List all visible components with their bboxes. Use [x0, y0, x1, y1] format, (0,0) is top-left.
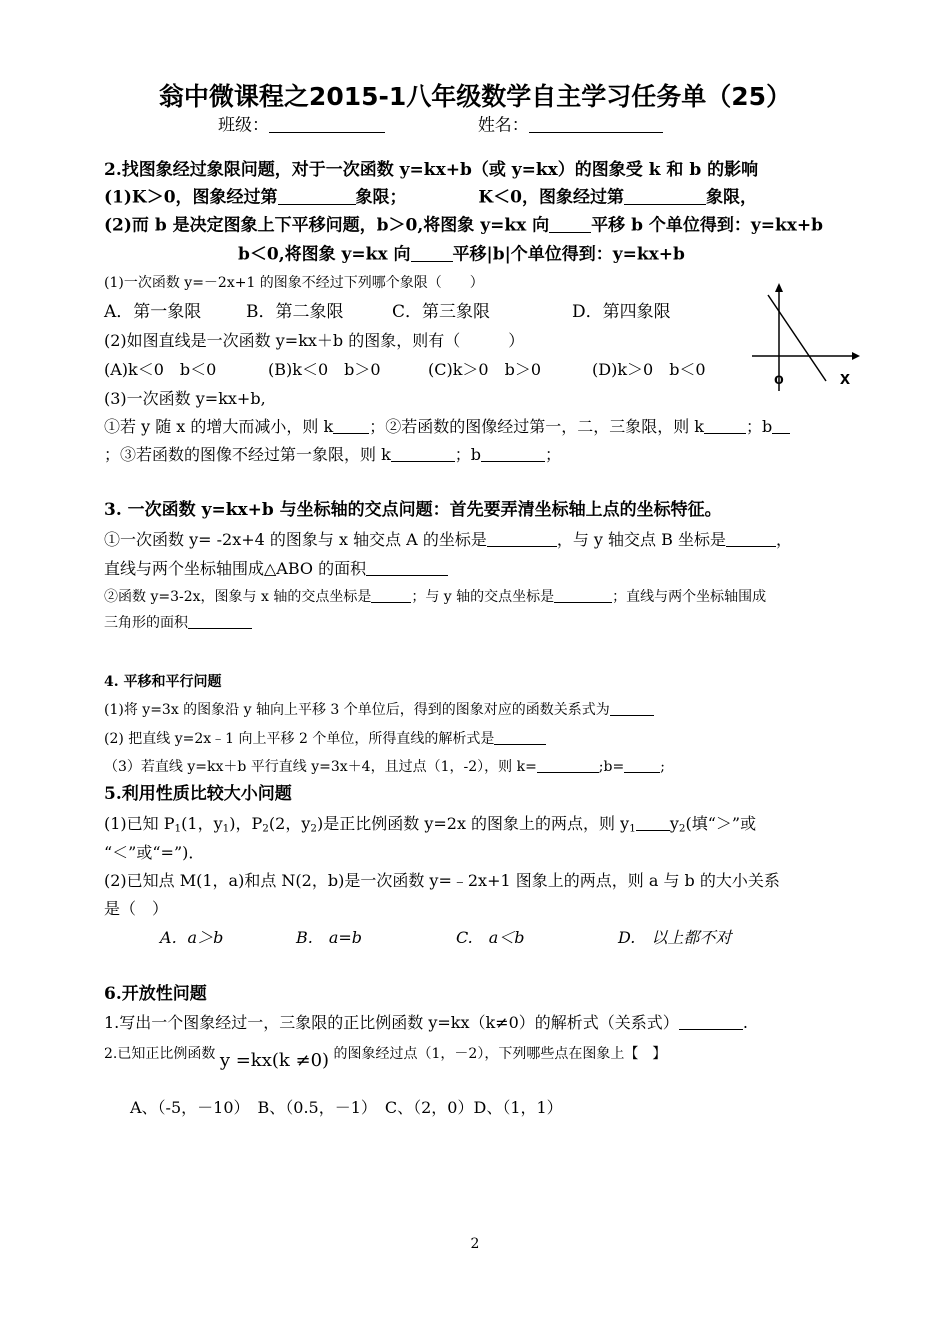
section6-heading: 6.开放性问题 — [104, 984, 207, 1004]
section3-heading: 3. 一次函数 y=kx+b 与坐标轴的交点问题：首先要弄清坐标轴上点的坐标特征。 — [104, 500, 722, 520]
s2-line3: b＜0,将图象 y=kx 向 平移|b|个单位得到：y=kx+b — [238, 244, 685, 265]
s3-line2: 直线与两个坐标轴围成△ABO 的面积 — [104, 559, 448, 578]
line-graph — [752, 283, 862, 393]
section4-heading: 4. 平移和平行问题 — [104, 674, 222, 690]
s5-line3: (2)已知点 M(1，a)和点 N(2，b)是一次函数 y=﹣2x+1 图象上的两点，则 a 与 b 的大小关系 — [104, 871, 780, 890]
y-axis-arrow — [775, 283, 783, 292]
s2-q1-options: A．第一象限 B．第二象限 C．第三象限 D．第四象限 — [104, 302, 671, 322]
s2-question2: (2)如图直线是一次函数 y=kx＋b 的图象，则有（ ） — [104, 331, 525, 350]
s4-line2: (2) 把直线 y=2x﹣1 向上平移 2 个单位，所得直线的解析式是 — [104, 730, 546, 748]
s4-line3: （3）若直线 y=kx＋b 平行直线 y=3x＋4，且过点（1，-2），则 k= ;b= ; — [104, 758, 665, 775]
s5-line1: (1)已知 $P_1(1$，$y_1$)，$P_2(2$，$y_2$)是正比例函数 y=2x 的图象上的两点，则 $y_1$ $y_2$(填“＞”或 — [104, 814, 757, 835]
name-blank — [529, 115, 663, 133]
s5-line4: 是（ ） — [104, 899, 169, 918]
page-title: 翁中微课程之2015-1八年级数学自主学习任务单（25） — [158, 82, 792, 111]
s3-line4: 三角形的面积 — [104, 614, 252, 632]
s2-q3-line2: ；③若函数的图像不经过第一象限，则 k ；b ； — [104, 445, 562, 464]
s3-line3: ②函数 y=3-2x，图象与 x 轴的交点坐标是 ；与 y 轴的交点坐标是 ；直线与两个坐标轴围成 — [104, 588, 767, 605]
section5-heading: 5.利用性质比较大小问题 — [104, 784, 292, 804]
x-axis-arrow — [852, 352, 860, 360]
section2-heading: 2.找图象经过象限问题，对于一次函数 y=kx+b（或 y=kx）的图象受 k 和 b 的影响 — [104, 160, 759, 180]
s2-line2: (2)而 b 是决定图象上下平移问题，b＞0,将图象 y=kx 向 平移 b 个单位得到：y=kx+b — [104, 215, 824, 236]
formula-proportional: y =kx(k ≠0) — [219, 1050, 330, 1071]
s6-line2: 2.已知正比例函数 y =kx(k ≠0) 的图象经过点（1，－2），下列哪些点在图象上【 】 — [104, 1046, 667, 1071]
s3-line1: ①一次函数 y= -2x+4 的图象与 x 轴交点 A 的坐标是 ，与 y 轴交点 B 坐标是 ， — [104, 530, 792, 549]
name-label: 姓名： — [477, 115, 529, 136]
class-name-line — [218, 115, 663, 136]
function-line — [768, 295, 826, 381]
s5-options: A．a＞b B. a=b C. a＜b D. 以上都不对 — [160, 928, 732, 947]
class-blank — [269, 115, 385, 133]
s6-line1: 1.写出一个图象经过一，三象限的正比例函数 y=kx（k≠0）的解析式（关系式） . — [104, 1013, 748, 1032]
s2-question1: (1)一次函数 y=－2x+1 的图象不经过下列哪个象限（ ） — [104, 275, 484, 291]
s5-line2: “＜”或“=”)． — [104, 843, 205, 862]
s2-question3: (3)一次函数 y=kx+b, — [104, 389, 266, 408]
origin-label: o — [774, 371, 784, 388]
class-label: 班级： — [218, 115, 269, 136]
s2-q3-line1: ①若 y 随 x 的增大而减小，则 k ；②若函数的图像经过第一，二，三象限，则 k ；b — [104, 417, 790, 436]
s6-line3-options: A、（-5，－10） B、（0.5，－1） C、（2，0）D、（1，1） — [130, 1098, 563, 1117]
s4-line1: (1)将 y=3x 的图象沿 y 轴向上平移 3 个单位后，得到的图象对应的函数关系式为 — [104, 701, 654, 719]
x-axis-label: x — [840, 368, 851, 388]
s2-line1: (1)K＞0，图象经过第 象限； K＜0，图象经过第 象限， — [104, 187, 757, 208]
s2-q2-options: (A)k＜0 b＜0 (B)k＜0 b＞0 (C)k＞0 b＞0 (D)k＞0 b＜0 — [104, 360, 706, 379]
page-number: 2 — [470, 1236, 480, 1252]
